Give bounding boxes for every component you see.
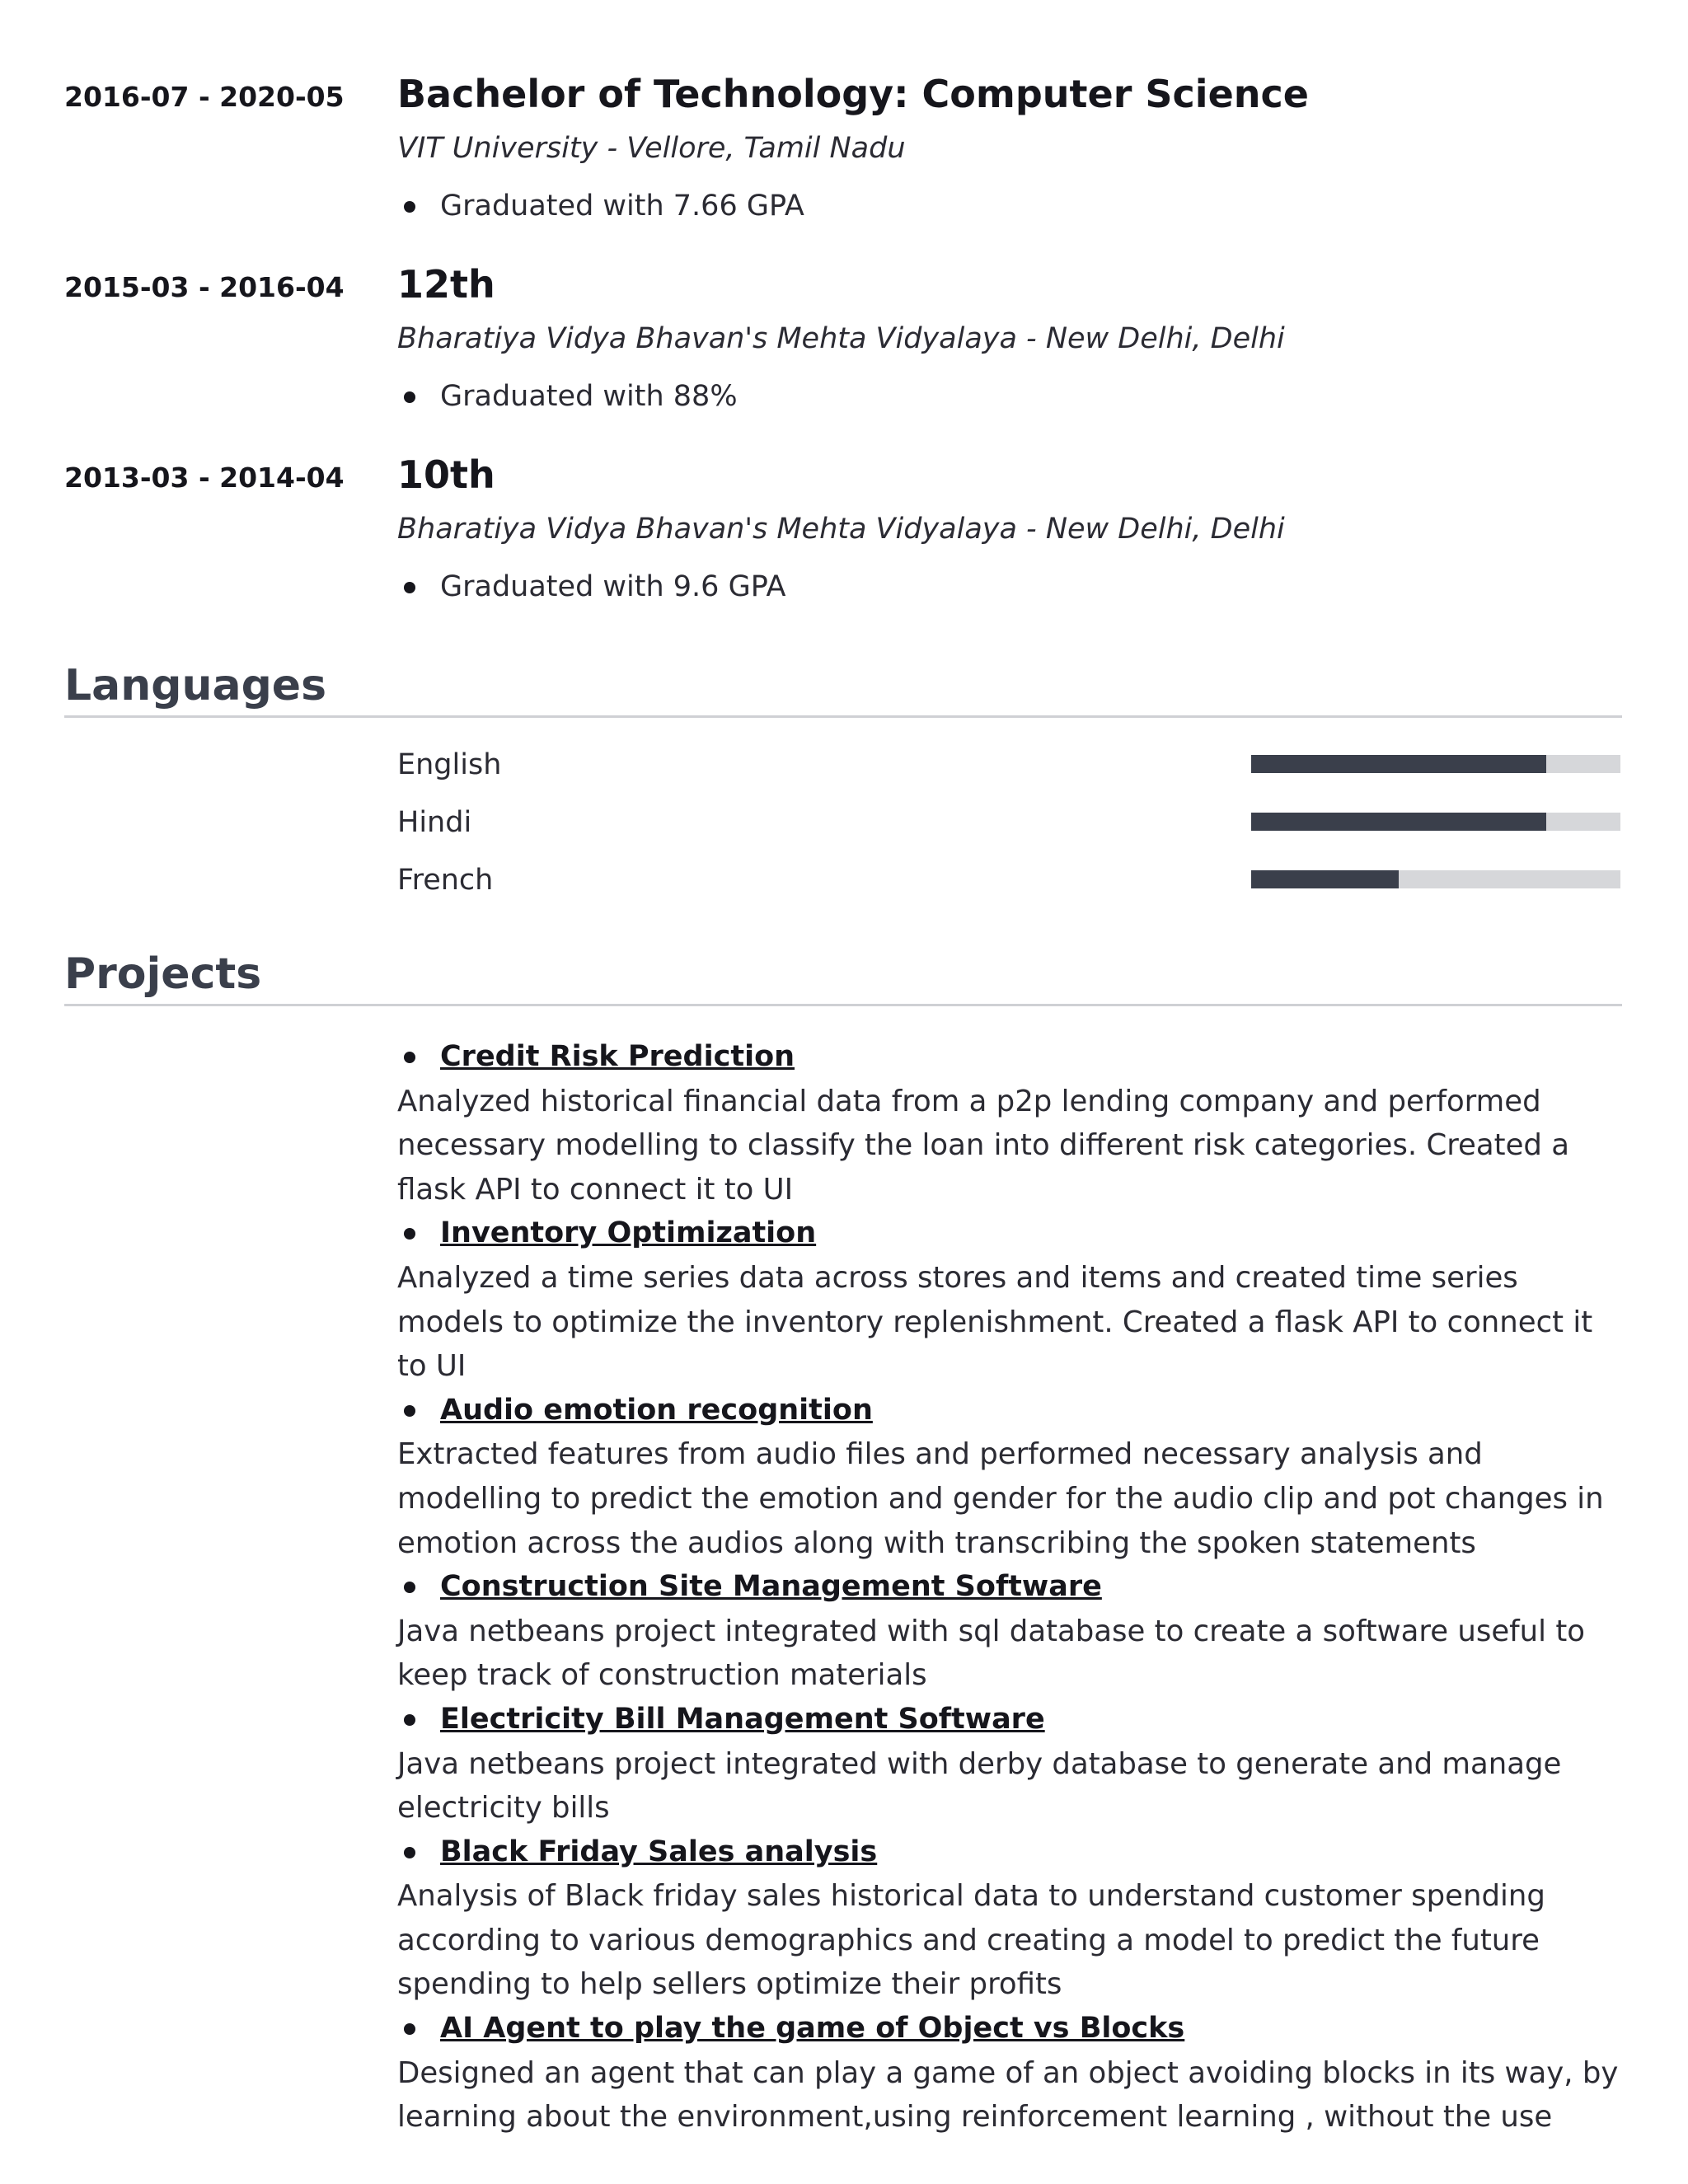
education-detail-text: Graduated with 88% [440,380,738,413]
project-item [397,1698,1625,1830]
education-detail [397,377,1617,416]
language-level-fill [1251,755,1546,773]
bullet-icon [404,1052,415,1063]
education-body [397,260,1617,416]
project-item [397,1565,1625,1698]
project-title-row [397,1389,1625,1433]
bullet-icon [404,201,415,213]
language-name: French [397,864,494,897]
project-title-row [397,1565,1625,1610]
project-description: Analysis of Black friday sales historical data to understand customer spending according to various demographics and creating a model to predict the future spending to help sellers optimize their profits [397,1879,1545,2002]
education-detail-text: Graduated with 7.66 GPA [440,190,804,223]
project-title-row [397,1035,1625,1080]
education-school: Bharatiya Vidya Bhavan's Mehta Vidyalaya - New Delhi, Delhi [397,322,1285,355]
project-description: Analyzed a time series data across stores and items and created time series models to optimize the inventory replenishment. Created a flask API to connect it to UI [397,1260,1593,1384]
languages-heading: Languages [64,659,1622,718]
bullet-icon [404,2023,415,2035]
language-row [397,857,1625,903]
project-description: Java netbeans project integrated with derby database to generate and manage electricity bills [397,1746,1562,1825]
bullet-icon [404,1847,415,1858]
education-detail [397,567,1617,607]
project-title-row [397,1830,1625,1875]
project-title-link[interactable]: AI Agent to play the game of Object vs Blocks [440,2012,1185,2046]
project-title-link[interactable]: Black Friday Sales analysis [440,1835,878,1868]
language-level-fill [1251,870,1399,888]
education-dates: 2016-07 - 2020-05 [64,81,345,113]
project-item [397,2007,1625,2139]
project-description: Java netbeans project integrated with sql database to create a software useful to keep track of construction materials [397,1614,1585,1693]
project-title-link[interactable]: Electricity Bill Management Software [440,1702,1045,1736]
project-description: Designed an agent that can play a game of an object avoiding blocks in its way, by learning about the environment,using reinforcement learning , without the use [397,2055,1619,2135]
language-level-bar [1251,870,1620,888]
projects-list [397,1035,1625,2139]
education-body [397,69,1617,226]
education-title: 10th [397,452,495,497]
education-dates: 2013-03 - 2014-04 [64,462,345,494]
language-level-bar [1251,813,1620,831]
project-item [397,1212,1625,1388]
project-title-link[interactable]: Credit Risk Prediction [440,1040,795,1073]
education-body [397,450,1617,607]
language-level-bar [1251,755,1620,773]
project-item [397,1389,1625,1565]
bullet-icon [404,1228,415,1240]
language-row [397,742,1625,788]
projects-heading: Projects [64,948,1622,1006]
education-detail-text: Graduated with 9.6 GPA [440,570,786,603]
education-detail [397,186,1617,226]
bullet-icon [404,1582,415,1593]
project-title-row [397,2007,1625,2051]
bullet-icon [404,391,415,403]
education-school: VIT University - Vellore, Tamil Nadu [397,132,906,165]
project-title-link[interactable]: Audio emotion recognition [440,1393,873,1427]
language-name: English [397,748,502,781]
education-school: Bharatiya Vidya Bhavan's Mehta Vidyalaya - New Delhi, Delhi [397,513,1285,546]
project-title-row [397,1212,1625,1256]
project-title-link[interactable]: Construction Site Management Software [440,1570,1102,1604]
bullet-icon [404,582,415,593]
bullet-icon [404,1405,415,1417]
education-dates: 2015-03 - 2016-04 [64,271,345,303]
project-title-link[interactable]: Inventory Optimization [440,1216,817,1250]
language-level-fill [1251,813,1546,831]
project-title-row [397,1698,1625,1742]
education-title: 12th [397,262,495,307]
project-item [397,1830,1625,2007]
project-description: Analyzed historical financial data from a p2p lending company and performed necessary modelling to classify the loan into different risk categories. Created a flask API to connect it to UI [397,1084,1569,1207]
project-item [397,1035,1625,1212]
language-name: Hindi [397,806,472,839]
bullet-icon [404,1714,415,1726]
project-description: Extracted features from audio files and performed necessary analysis and modelling to predict the emotion and gender for the audio clip and pot changes in emotion across the audios along with transcribing the spoken statements [397,1437,1604,1560]
education-title: Bachelor of Technology: Computer Science [397,72,1309,116]
language-row [397,799,1625,846]
